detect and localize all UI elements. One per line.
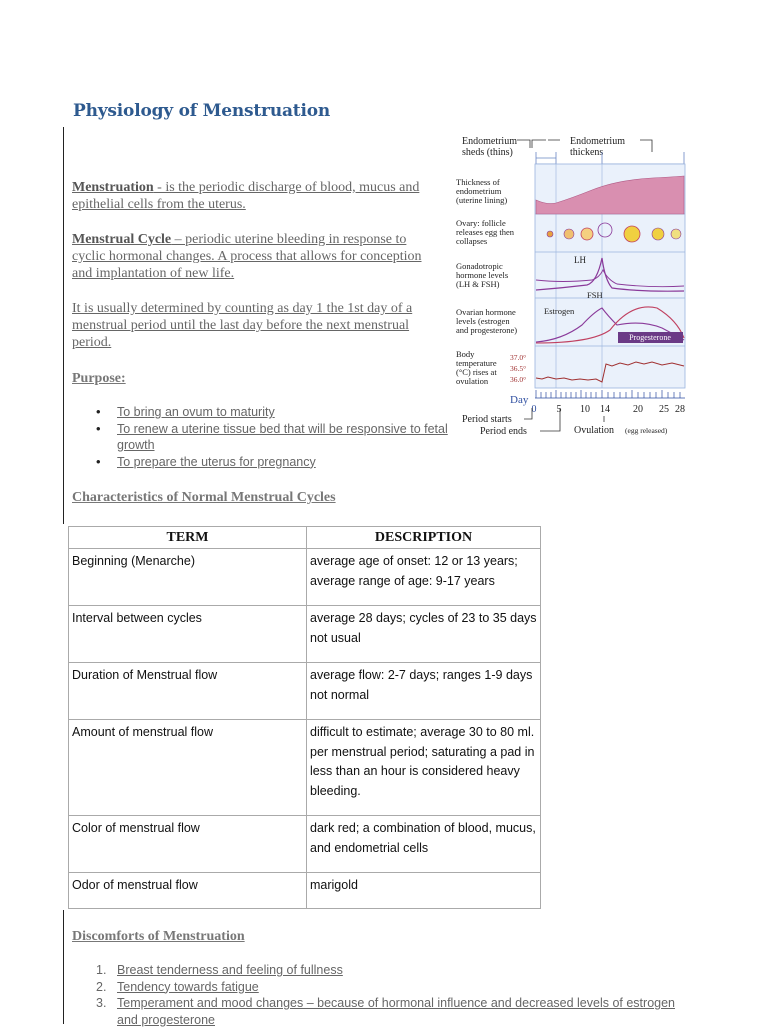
day-ticks — [536, 390, 680, 398]
table-row — [69, 873, 541, 909]
follicle-icon — [564, 229, 574, 239]
day-tick-label: 0 — [531, 404, 537, 415]
period-bracket — [524, 408, 560, 431]
menstruation-text: - is the periodic discharge of blood, mucus and epithelial cells from the uterus. — [72, 180, 420, 212]
table-row — [69, 663, 541, 720]
page-title: Physiology of Menstruation — [73, 101, 330, 121]
ovary-row-label: Ovary: follicle releases egg then collapses — [456, 218, 515, 246]
header-sheds-label-2: sheds (thins) — [462, 147, 513, 158]
estrogen-label: Estrogen — [544, 306, 575, 316]
temp-tick-label: 36.5° — [510, 364, 527, 373]
corpus-luteum-icon — [671, 229, 681, 239]
follicle-icon — [581, 228, 593, 240]
description-cell: difficult to estimate; average 30 to 80 ml. per menstrual period; saturating a pad in less than an hour is considered heavy bleeding. — [307, 720, 541, 816]
term-cell: Interval between cycles — [69, 606, 307, 663]
lh-label: LH — [574, 255, 586, 265]
header-bracket-left — [517, 140, 546, 148]
purpose-item: • To prepare the uterus for pregnancy — [96, 454, 456, 471]
list-item — [96, 962, 696, 979]
list-item — [96, 979, 696, 996]
corpus-luteum-icon — [624, 226, 640, 242]
follicle-icon — [547, 231, 553, 237]
list-number: 2. — [96, 979, 107, 994]
day-tick-label: 14 — [600, 404, 610, 415]
menstruation-term: Menstruation — [72, 180, 154, 195]
list-text: Tendency towards fatigue — [117, 979, 259, 994]
discomforts-list — [96, 962, 696, 1028]
period-starts-label: Period starts — [462, 414, 512, 425]
day-tick-label: 20 — [633, 404, 643, 415]
list-text: Temperament and mood changes – because of hormonal influence and decreased levels of estrogen and progesterone — [117, 996, 675, 1027]
description-column-header: DESCRIPTION — [307, 527, 541, 549]
header-sheds-label: Endometrium — [462, 136, 517, 147]
description-cell: average 28 days; cycles of 23 to 35 days not usual — [307, 606, 541, 663]
purpose-item: • To bring an ovum to maturity — [96, 404, 456, 421]
list-number: 1. — [96, 963, 107, 977]
counting-paragraph: It is usually determined by counting as day 1 the 1st day of a menstrual period until the last day before the next menstrual period. — [72, 301, 413, 350]
header-thickens-label: Endometrium — [570, 136, 625, 147]
characteristics-table — [68, 526, 541, 909]
term-cell: Odor of menstrual flow — [69, 873, 307, 909]
gonadotropic-row-label: Gonadotropic hormone levels (LH & FSH) — [456, 261, 509, 289]
margin-rule-bottom — [63, 910, 64, 1024]
corpus-luteum-icon — [652, 228, 664, 240]
day-tick-label: 28 — [675, 404, 685, 415]
margin-rule-top — [63, 127, 64, 524]
temperature-row-label: Body temperature (°C) rises at ovulation — [456, 349, 497, 386]
term-cell: Color of menstrual flow — [69, 816, 307, 873]
description-cell: dark red; a combination of blood, mucus, and endometrial cells — [307, 816, 541, 873]
purpose-item: • To renew a uterine tissue bed that will be responsive to fetal growth — [96, 421, 456, 454]
list-number: 3. — [96, 996, 107, 1010]
list-text: Breast tenderness and feeling of fullness — [117, 963, 343, 977]
purpose-list — [96, 404, 456, 470]
thickness-row-label: Thickness of endometrium (uterine lining) — [456, 177, 508, 205]
ovulation-label: Ovulation — [574, 425, 614, 436]
egg-released-label: (egg released) — [625, 426, 668, 435]
purpose-heading: Purpose: — [72, 371, 126, 386]
table-row — [69, 606, 541, 663]
discomforts-heading: Discomforts of Menstruation — [72, 929, 245, 944]
temp-tick-label: 36.0° — [510, 375, 527, 384]
menstrual-cycle-diagram — [452, 130, 692, 442]
ovarian-row-label: Ovarian hormone levels (estrogen and progesterone) — [456, 307, 518, 335]
characteristics-heading: Characteristics of Normal Menstrual Cycles — [72, 490, 336, 505]
table-row — [69, 816, 541, 873]
menstrual-cycle-term: Menstrual Cycle — [72, 232, 172, 247]
table-row — [69, 549, 541, 606]
menstruation-definition — [72, 179, 440, 213]
term-column-header: TERM — [69, 527, 307, 549]
description-cell: average age of onset: 12 or 13 years; average range of age: 9-17 years — [307, 549, 541, 606]
list-item — [96, 995, 696, 1028]
term-cell: Beginning (Menarche) — [69, 549, 307, 606]
fsh-label: FSH — [587, 290, 603, 300]
menstrual-cycle-definition — [72, 231, 440, 282]
day-tick-label: 25 — [659, 404, 669, 415]
period-ends-label: Period ends — [480, 426, 527, 437]
menstrual-cycle-text: – periodic uterine bleeding in response to cyclic hormonal changes. A process that allows for conception and implantation of new life. — [72, 232, 422, 281]
day-tick-label: 5 — [556, 404, 562, 415]
header-thickens-label-2: thickens — [570, 147, 604, 158]
day-label: Day — [510, 394, 529, 406]
header-marker — [536, 152, 684, 164]
table-row — [69, 720, 541, 816]
day-tick-label: 10 — [580, 404, 590, 415]
progesterone-label: Progesterone — [629, 333, 671, 342]
temp-tick-label: 37.0° — [510, 353, 527, 362]
term-cell: Amount of menstrual flow — [69, 720, 307, 816]
description-cell: average flow: 2-7 days; ranges 1-9 days not normal — [307, 663, 541, 720]
term-cell: Duration of Menstrual flow — [69, 663, 307, 720]
description-cell: marigold — [307, 873, 541, 909]
table-header-row — [69, 527, 541, 549]
